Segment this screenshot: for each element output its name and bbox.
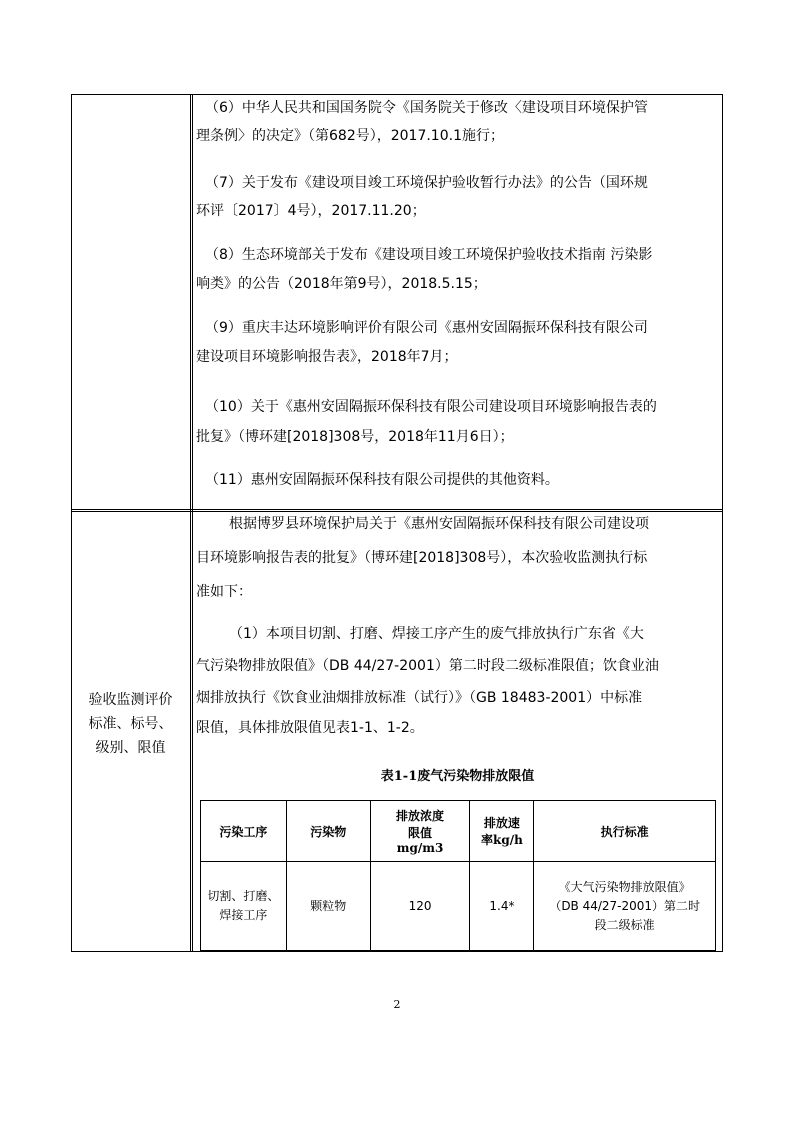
emission-limits-table xyxy=(200,800,716,951)
reference-11-line1: （11）惠州安固隔振环保科技有限公司提供的其他资料。 xyxy=(205,472,559,488)
standard-text-line2: 气污染物排放限值》（DB 44/27-2001）第二时段二级标准限值；饮食业油 xyxy=(196,658,659,674)
header-concentration-line2: 限值 xyxy=(408,826,433,840)
header-concentration-unit: mg/m3 xyxy=(396,841,444,855)
header-rate xyxy=(470,801,534,862)
cell-standard-line1: 《大气污染物排放限值》 xyxy=(558,879,691,894)
reference-6-line1: （6）中华人民共和国国务院令《国务院关于修改〈建设项目环境保护管 xyxy=(205,100,648,116)
reference-10-line1: （10）关于《惠州安固隔振环保科技有限公司建设项目环境影响报告表的 xyxy=(205,399,657,415)
reference-9-line2: 建设项目环境影响报告表》，2018年7月； xyxy=(196,349,458,365)
reference-7-line1: （7）关于发布《建设项目竣工环境保护验收暂行办法》的公告（国环规 xyxy=(205,175,648,191)
header-concentration xyxy=(370,801,470,862)
standard-text-line3: 烟排放执行《饮食业油烟排放标准（试行）》（GB 18483-2001）中标准 xyxy=(196,690,643,706)
cell-process-line1: 切割、打磨、 xyxy=(207,889,280,903)
page-number: 2 xyxy=(393,998,401,1011)
cell-process xyxy=(201,862,287,951)
intro-line3: 准如下： xyxy=(196,584,252,600)
column-divider xyxy=(190,94,193,952)
section-label-line1: 验收监测评价 xyxy=(88,692,173,708)
reference-10-line2: 批复》（博环建[2018]308号，2018年11月6日）； xyxy=(196,429,514,445)
header-rate-line2: 率kg/h xyxy=(481,833,523,847)
table-row xyxy=(201,862,716,951)
standard-text-line4: 限值，具体排放限值见表1-1、1-2。 xyxy=(196,720,424,736)
standard-text-line1: （1）本项目切割、打磨、焊接工序产生的废气排放执行广东省《大 xyxy=(229,626,644,642)
cell-standard xyxy=(534,862,716,951)
section-label xyxy=(71,688,190,760)
header-rate-line1: 排放速 xyxy=(483,816,520,830)
reference-9-line1: （9）重庆丰达环境影响评价有限公司《惠州安固隔振环保科技有限公司 xyxy=(205,320,648,336)
cell-concentration: 120 xyxy=(370,862,470,951)
cell-standard-line3: 段二级标准 xyxy=(594,917,655,932)
reference-7-line2: 环评〔2017〕4号），2017.11.20； xyxy=(196,203,426,219)
cell-standard-line2: （DB 44/27-2001）第二时 xyxy=(549,898,701,913)
header-pollutant: 污染物 xyxy=(286,801,370,862)
section-label-line2: 标准、标号、 xyxy=(88,716,173,732)
reference-6-line2: 理条例〉的决定》（第682号），2017.10.1施行； xyxy=(196,128,504,144)
reference-8-line2: 响类》的公告（2018年第9号），2018.5.15； xyxy=(196,276,487,292)
cell-rate: 1.4* xyxy=(470,862,534,951)
cell-process-line2: 焊接工序 xyxy=(219,908,268,922)
header-process: 污染工序 xyxy=(201,801,287,862)
header-standard: 执行标准 xyxy=(534,801,716,862)
intro-line1: 根据博罗县环境保护局关于《惠州安固隔振环保科技有限公司建设项 xyxy=(229,516,649,532)
intro-line2: 目环境影响报告表的批复》（博环建[2018]308号），本次验收监测执行标 xyxy=(196,550,648,566)
header-concentration-line1: 排放浓度 xyxy=(396,809,445,823)
section-label-line3: 级别、限值 xyxy=(95,740,166,756)
cell-pollutant: 颗粒物 xyxy=(286,862,370,951)
table-caption: 表1-1废气污染物排放限值 xyxy=(380,769,535,784)
table-header-row xyxy=(201,801,716,862)
reference-8-line1: （8）生态环境部关于发布《建设项目竣工环境保护验收技术指南 污染影 xyxy=(205,247,653,263)
